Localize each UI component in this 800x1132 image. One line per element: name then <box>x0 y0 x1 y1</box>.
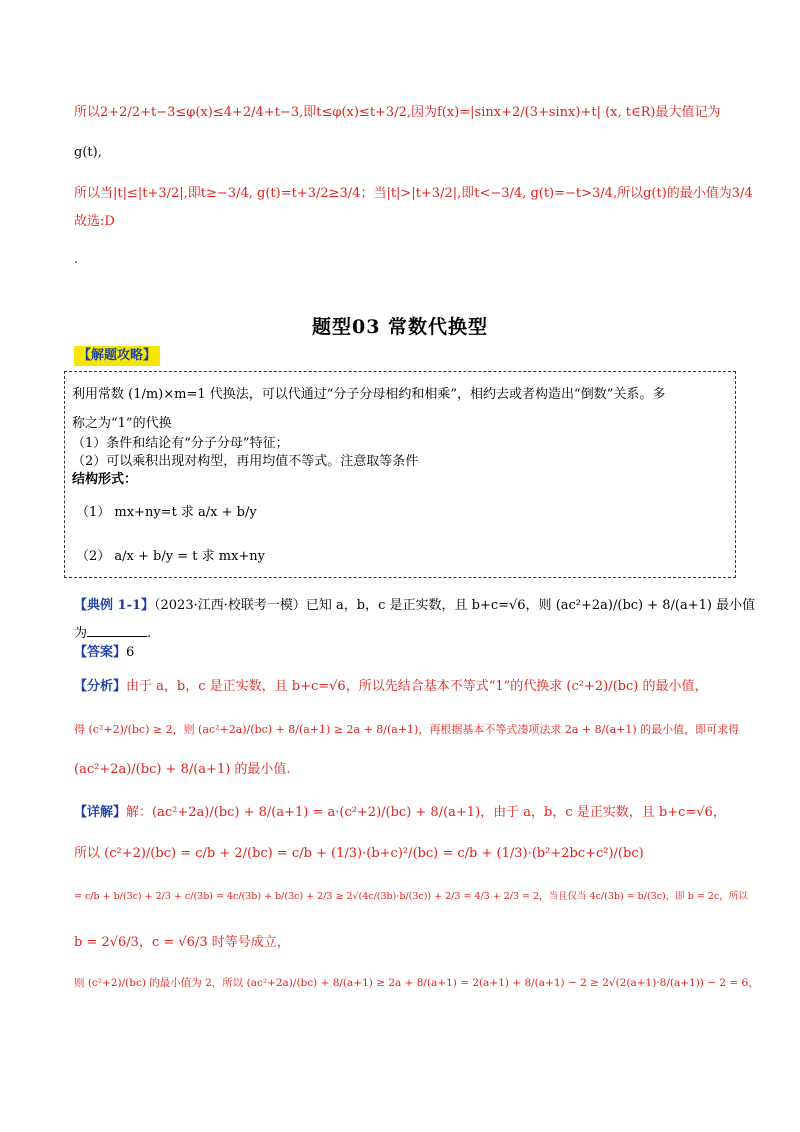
top-line-3: 所以当|t|≤|t+3/2|,即t≥−3/4, g(t)=t+3/2≥3/4；当|t|>|t+3/2|,即t<−3/4, g(t)=−t>3/4,所以g(t)的最小值为3/4 <box>74 186 753 201</box>
strategy-tag: 【解题攻略】 <box>74 346 160 366</box>
form-label: 结构形式： <box>72 472 138 487</box>
example-line-1 <box>74 596 755 616</box>
example-text-2-end: . <box>147 626 152 641</box>
section-title: 题型03 常数代换型 <box>311 316 489 338</box>
detail-line-3: = c/b + b/(3c) + 2/3 + c/(3b) = 4c/(3b) + b/(3c) + 2/3 ≥ 2√(4c/(3b)·b/(3c)) + 2/3 = 4/3 + 2/3 = 2，当且仅当 4c/(3b) = b/(3c)，即 b = 2c，所以 <box>74 891 748 902</box>
detail-line-5: 则 (c²+2)/(bc) 的最小值为 2，所以 (ac²+2a)/(bc) + 8/(a+1) ≥ 2a + 8/(a+1) = 2(a+1) + 8/(a+1) − 2 ≥ 2√(2(a+1)·8/(a+1)) − 2 = 6， <box>74 977 759 989</box>
answer-value: 6 <box>126 645 135 660</box>
top-line-4: 故选:D <box>74 214 115 229</box>
example-text: （2023·江西·校联考一模）已知 a，b，c 是正实数，且 b+c=√6，则 (ac²+2a)/(bc) + 8/(a+1) 最小值 <box>154 598 756 613</box>
detail-line-2: 所以 (c²+2)/(bc) = c/b + 2/(bc) = c/b + (1/3)·(b+c)²/(bc) = c/b + (1/3)·(b²+2bc+c²)/(bc) <box>74 846 644 861</box>
example-label: 【典例 1-1】 <box>74 598 155 613</box>
analysis-label: 【分析】 <box>74 679 127 694</box>
example-line-2 <box>74 624 151 644</box>
top-line-2: g(t), <box>74 145 102 160</box>
strategy-line-2: 称之为“1”的代换 <box>72 416 172 431</box>
answer-label: 【答案】 <box>74 645 127 660</box>
strategy-line-3: （1）条件和结论有“分子分母”特征； <box>72 436 289 451</box>
top-line-1: 所以2+2/2+t−3≤φ(x)≤4+2/4+t−3,即t≤φ(x)≤t+3/2,因为f(x)=|sinx+2/(3+sinx)+t| (x, t∈R)最大值记为 <box>74 105 721 120</box>
form-2: （2） a/x + b/y = t 求 mx+ny <box>76 549 265 564</box>
detail-line-4: b = 2√6/3，c = √6/3 时等号成立， <box>74 935 290 950</box>
analysis-line-1 <box>74 677 707 697</box>
detail-line-1 <box>74 803 726 823</box>
strategy-line-4: （2）可以乘积出现对构型，再用均值不等式。注意取等条件 <box>72 454 419 469</box>
answer-line <box>74 643 134 663</box>
example-text-2: 为 <box>74 626 88 641</box>
strategy-line-1: 利用常数 (1/m)×m=1 代换法，可以代通过“分子分母相约和相乘”，相约去或者构造出“倒数”关系。多 <box>72 387 666 402</box>
analysis-line-3: (ac²+2a)/(bc) + 8/(a+1) 的最小值. <box>74 762 291 777</box>
form-1: （1） mx+ny=t 求 a/x + b/y <box>76 505 257 520</box>
answer-blank <box>87 624 147 637</box>
analysis-text-1: 由于 a，b，c 是正实数，且 b+c=√6，所以先结合基本不等式“1”的代换求 (c²+2)/(bc) 的最小值， <box>126 679 708 694</box>
detail-text-1: 解：(ac²+2a)/(bc) + 8/(a+1) = a·(c²+2)/(bc) + 8/(a+1)，由于 a，b，c 是正实数，且 b+c=√6， <box>126 805 726 820</box>
analysis-line-2: 得 (c²+2)/(bc) ≥ 2，则 (ac²+2a)/(bc) + 8/(a+1) ≥ 2a + 8/(a+1)，再根据基本不等式凑项法求 2a + 8/(a+1) 的最小值，即可求得 <box>74 723 740 736</box>
detail-label: 【详解】 <box>74 805 127 820</box>
stray-dot: . <box>74 252 78 266</box>
